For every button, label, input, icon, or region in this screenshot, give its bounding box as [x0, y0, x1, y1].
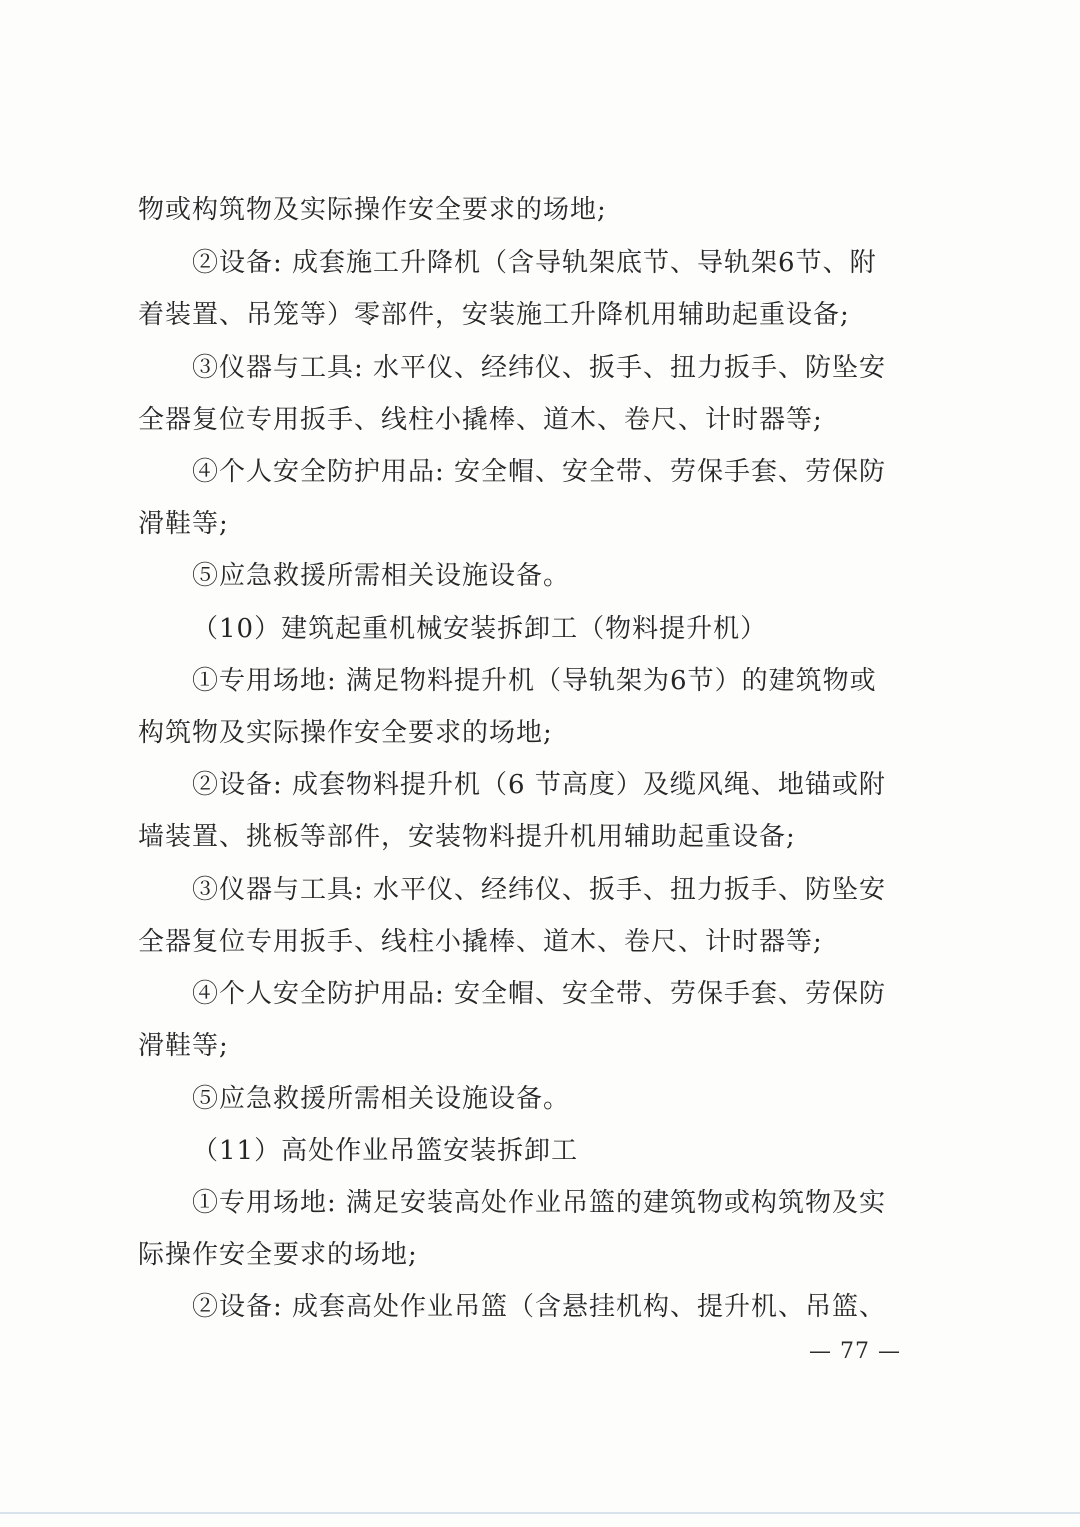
text-line: ⑤应急救援所需相关设施设备。 [192, 561, 571, 591]
text-line: 物或构筑物及实际操作安全要求的场地; [138, 195, 607, 225]
text-line: ②设备: 成套物料提升机（6 节高度）及缆风绳、地锚或附 [192, 770, 886, 800]
text-line: 际操作安全要求的场地; [138, 1240, 418, 1270]
text-line: ④个人安全防护用品: 安全帽、安全带、劳保手套、劳保防 [192, 979, 887, 1009]
text-line: 全器复位专用扳手、线柱小撬棒、道木、卷尺、计时器等; [138, 405, 823, 435]
bottom-divider [0, 1512, 1080, 1514]
text-line: ⑤应急救援所需相关设施设备。 [192, 1084, 571, 1114]
text-line: 滑鞋等; [138, 509, 229, 539]
text-line: ②设备: 成套高处作业吊篮（含悬挂机构、提升机、吊篮、 [192, 1292, 887, 1322]
section-heading: （10）建筑起重机械安装拆卸工（物料提升机） [192, 614, 768, 644]
text-line: ④个人安全防护用品: 安全帽、安全带、劳保手套、劳保防 [192, 457, 887, 487]
text-line: ③仪器与工具: 水平仪、经纬仪、扳手、扭力扳手、防坠安 [192, 875, 887, 905]
text-line: 墙装置、挑板等部件，安装物料提升机用辅助起重设备; [138, 822, 796, 852]
text-line: ③仪器与工具: 水平仪、经纬仪、扳手、扭力扳手、防坠安 [192, 353, 887, 383]
text-line: ①专用场地: 满足物料提升机（导轨架为6节）的建筑物或 [192, 666, 877, 696]
text-line: 构筑物及实际操作安全要求的场地; [138, 718, 553, 748]
text-line: ①专用场地: 满足安装高处作业吊篮的建筑物或构筑物及实 [192, 1188, 887, 1218]
text-line: ②设备: 成套施工升降机（含导轨架底节、导轨架6节、附 [192, 248, 877, 278]
text-line: 全器复位专用扳手、线柱小撬棒、道木、卷尺、计时器等; [138, 927, 823, 957]
section-heading: （11）高处作业吊篮安装拆卸工 [192, 1136, 579, 1166]
text-line: 滑鞋等; [138, 1031, 229, 1061]
text-line: 着装置、吊笼等）零部件，安装施工升降机用辅助起重设备; [138, 300, 850, 330]
page-number: — 77 — [809, 1339, 901, 1364]
